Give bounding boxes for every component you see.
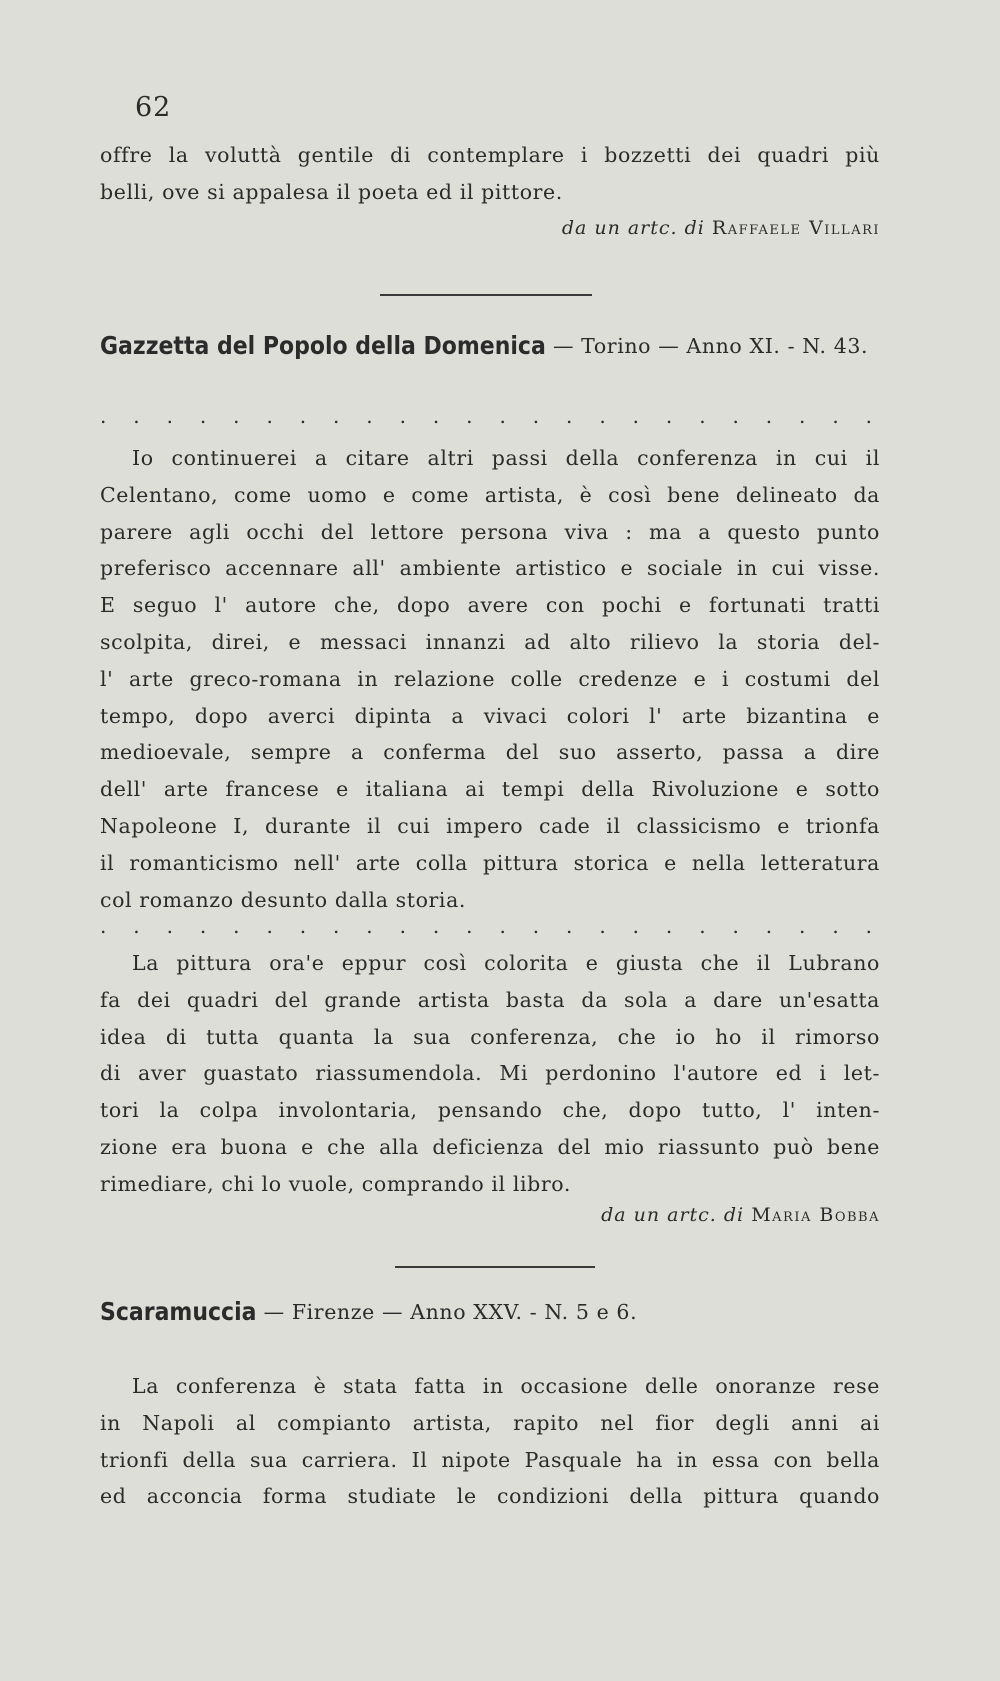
newspaper-details: — Torino — Anno XI. - N. 43.	[552, 334, 869, 358]
ellipsis-dots: . . . . . . . . . . . . . . . . . . . . . . . .	[100, 404, 880, 428]
newspaper-details: — Firenze — Anno XXV. - N. 5 e 6.	[263, 1300, 638, 1324]
text-line: dell' arte francese e italiana ai tempi della Rivoluzione e sotto	[100, 777, 880, 802]
section1-paragraph	[100, 137, 880, 211]
text-line: l' arte greco-romana in relazione colle credenze e i costumi del	[100, 666, 880, 691]
section2-paragraph-2	[100, 945, 880, 1203]
text-line: La conferenza è stata fatta in occasione delle onoranze rese	[132, 1374, 880, 1398]
text-line: fa dei quadri del grande artista basta da sola a dare un'esatta	[100, 987, 880, 1012]
text-line: Celentano, come uomo e come artista, è così bene delineato da	[100, 482, 880, 507]
text-line: in Napoli al compianto artista, rapito nel fior degli anni ai	[100, 1410, 880, 1435]
section2-paragraph-1	[100, 440, 880, 918]
text-line: Io continuerei a citare altri passi della conferenza in cui il	[132, 446, 880, 470]
signature-name: Raffaele Villari	[711, 217, 880, 239]
text-line: scolpita, direi, e messaci innanzi ad alto rilievo la storia del-	[100, 629, 880, 654]
text-line: il romanticismo nell' arte colla pittura storica e nella letteratura	[100, 850, 880, 875]
text-line: medioevale, sempre a conferma del suo asserto, passa a dire	[100, 740, 880, 765]
ellipsis-dots: . . . . . . . . . . . . . . . . . . . . . . . .	[100, 914, 880, 938]
section-divider	[395, 1266, 595, 1268]
text-line: di aver guastato riassumendola. Mi perdonino l'autore ed i let-	[100, 1061, 880, 1086]
text-line: preferisco accennare all' ambiente artistico e sociale in cui visse.	[100, 556, 880, 581]
text-line: rimediare, chi lo vuole, comprando il libro.	[100, 1171, 571, 1196]
text-line: trionfi della sua carriera. Il nipote Pasquale ha in essa con bella	[100, 1447, 880, 1472]
text-line: idea di tutta quanta la sua conferenza, che io ho il rimorso	[100, 1024, 880, 1049]
text-line: col romanzo desunto dalla storia.	[100, 887, 467, 912]
text-line: ed acconcia forma studiate le condizioni della pittura quando	[100, 1484, 880, 1509]
text-line: La pittura ora'e eppur così colorita e giusta che il Lubrano	[132, 951, 880, 975]
signature-prefix: da un artc. di	[601, 1204, 745, 1226]
text-line: belli, ove si appalesa il poeta ed il pittore.	[100, 179, 563, 204]
text-line: E seguo l' autore che, dopo avere con pochi e fortunati tratti	[100, 593, 880, 618]
text-line: tori la colpa involontaria, pensando che, dopo tutto, l' inten-	[100, 1098, 880, 1123]
section3-paragraph	[100, 1368, 880, 1515]
section2-heading	[100, 334, 868, 359]
newspaper-title: Scaramuccia	[100, 1298, 257, 1327]
text-line: offre la voluttà gentile di contemplare i bozzetti dei quadri più	[100, 143, 880, 167]
text-line: tempo, dopo averci dipinta a vivaci colori l' arte bizantina e	[100, 703, 880, 728]
signature-villari	[100, 210, 880, 246]
page-number: 62	[135, 92, 172, 123]
text-line: parere agli occhi del lettore persona viva : ma a questo punto	[100, 519, 880, 544]
text-line: zione era buona e che alla deficienza del mio riassunto può bene	[100, 1134, 880, 1159]
signature-bobba	[100, 1197, 880, 1233]
section-divider	[380, 294, 592, 296]
signature-prefix: da un artc. di	[561, 217, 705, 239]
newspaper-title: Gazzetta del Popolo della Domenica	[100, 332, 546, 361]
section3-heading	[100, 1300, 637, 1325]
signature-name: Maria Bobba	[751, 1204, 880, 1226]
text-line: Napoleone I, durante il cui impero cade il classicismo e trionfa	[100, 813, 880, 838]
